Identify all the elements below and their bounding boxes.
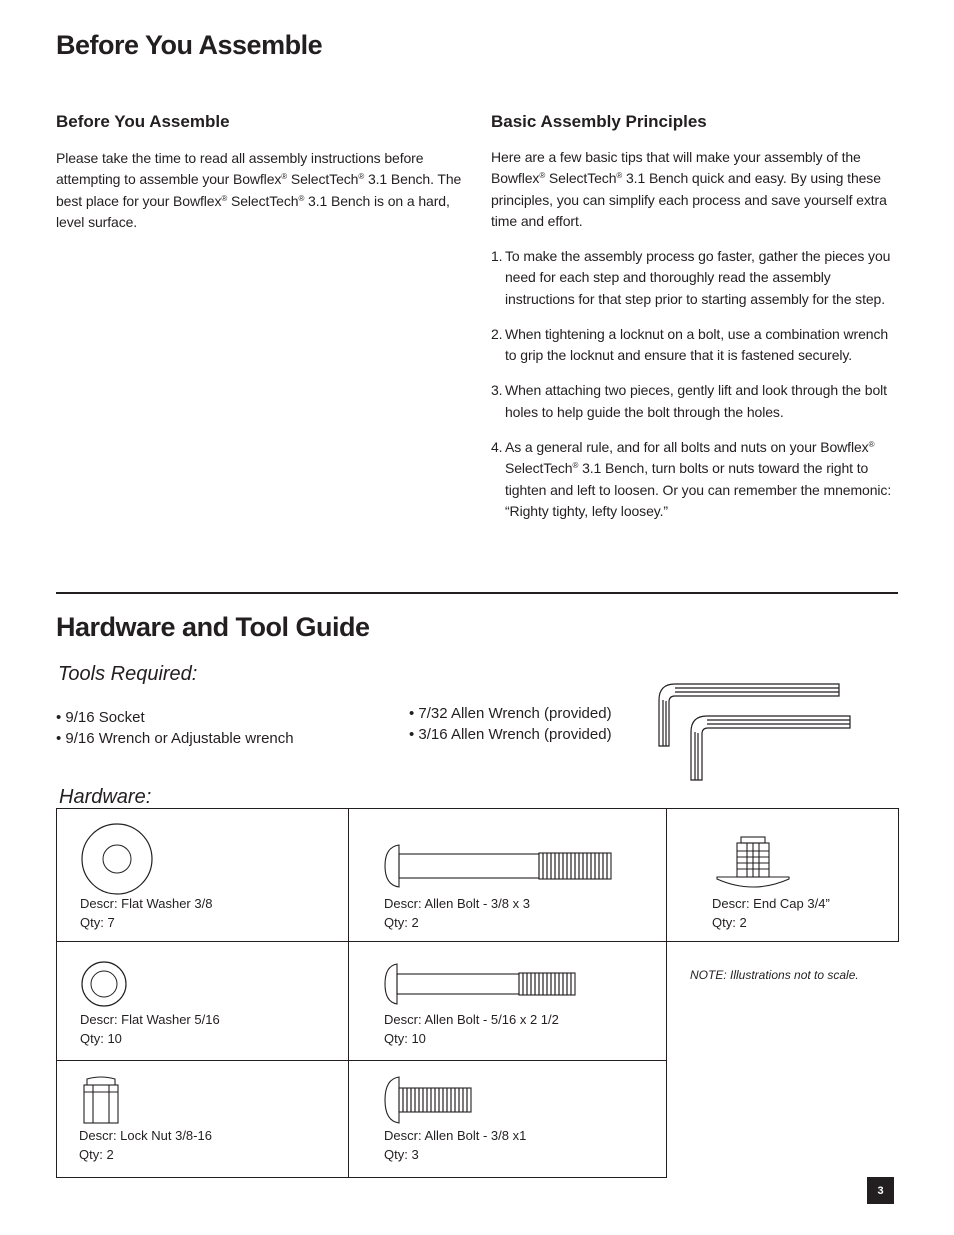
list-item: • 9/16 Wrench or Adjustable wrench (56, 730, 294, 747)
list-item: 4. As a general rule, and for all bolts and nuts on your Bowflex® SelectTech® 3.1 Bench, turn bolts or nuts toward the right to tighten and left to loosen. Or you can remember the mnemonic: “Righty tighty, lefty loosey.” (491, 439, 892, 519)
hardware-cell-allen-bolt-38x3 (348, 808, 667, 942)
hardware-descr: Descr: Allen Bolt - 3/8 x1 (384, 1128, 527, 1143)
hardware-guide-title: Hardware and Tool Guide (56, 612, 370, 642)
hardware-cell-allen-bolt-516 (348, 941, 667, 1061)
allen-bolt-icon (383, 1075, 475, 1125)
assembly-principles-heading: Basic Assembly Principles (491, 112, 707, 131)
hardware-descr: Descr: End Cap 3/4” (712, 896, 830, 911)
hardware-cell-flat-washer-38 (56, 808, 349, 942)
hardware-cell-allen-bolt-38x1 (348, 1060, 667, 1178)
list-item: 1. To make the assembly process go faster, gather the pieces you need for each step and thoroughly read the assembly instructions for that step prior to starting assembly for the step. (491, 248, 891, 307)
hardware-cell-end-cap (666, 808, 899, 942)
flat-washer-icon (79, 821, 155, 897)
hardware-qty: Qty: 10 (80, 1031, 122, 1046)
allen-bolt-icon (383, 962, 579, 1006)
hardware-heading: Hardware: (59, 786, 152, 808)
tools-required-heading: Tools Required: (58, 663, 198, 685)
allen-bolt-icon (383, 843, 615, 889)
page-title: Before You Assemble (56, 30, 323, 60)
hardware-qty: Qty: 3 (384, 1147, 419, 1162)
list-item: 3. When attaching two pieces, gently lift and look through the bolt holes to help guide the bolt through the holes. (491, 382, 887, 420)
list-item: 2. When tightening a locknut on a bolt, use a combination wrench to grip the locknut and ensure that it is fastened securely. (491, 325, 889, 364)
hardware-qty: Qty: 7 (80, 915, 115, 930)
assembly-tips-list (491, 246, 903, 536)
list-item: • 7/32 Allen Wrench (provided) (409, 705, 612, 722)
section-divider (56, 592, 898, 594)
illustration-note: NOTE: Illustrations not to scale. (690, 968, 859, 982)
hardware-qty: Qty: 2 (79, 1147, 114, 1162)
note-cell (666, 941, 899, 1061)
before-assemble-paragraph: Please take the time to read all assembly instructions before attempting to assemble your Bowflex® SelectTech® 3.1 Bench. The best place for your Bowflex® SelectTech® 3.1 Bench is on a hard, level surface. (56, 150, 462, 230)
hardware-descr: Descr: Flat Washer 5/16 (80, 1012, 220, 1027)
hardware-qty: Qty: 2 (384, 915, 419, 930)
hardware-qty: Qty: 2 (712, 915, 747, 930)
page-number: 3 (867, 1177, 894, 1204)
before-assemble-heading: Before You Assemble (56, 112, 230, 131)
allen-wrench-icon (655, 680, 855, 785)
list-item: • 3/16 Allen Wrench (provided) (409, 726, 612, 743)
flat-washer-icon (79, 959, 129, 1009)
end-cap-icon (715, 835, 791, 893)
assembly-principles-intro: Here are a few basic tips that will make your assembly of the Bowflex® SelectTech® 3.1 Bench quick and easy. By using these principles, you can simplify each process and save yourself extra time and effort. (491, 149, 887, 229)
hardware-cell-lock-nut (56, 1060, 349, 1178)
lock-nut-icon (81, 1075, 121, 1127)
hardware-descr: Descr: Lock Nut 3/8-16 (79, 1128, 212, 1143)
hardware-descr: Descr: Allen Bolt - 5/16 x 2 1/2 (384, 1012, 559, 1027)
hardware-qty: Qty: 10 (384, 1031, 426, 1046)
tools-list-right (409, 703, 612, 745)
hardware-descr: Descr: Flat Washer 3/8 (80, 896, 213, 911)
tools-list-left (56, 707, 294, 749)
hardware-cell-flat-washer-516 (56, 941, 349, 1061)
list-item: • 9/16 Socket (56, 709, 145, 726)
hardware-descr: Descr: Allen Bolt - 3/8 x 3 (384, 896, 530, 911)
